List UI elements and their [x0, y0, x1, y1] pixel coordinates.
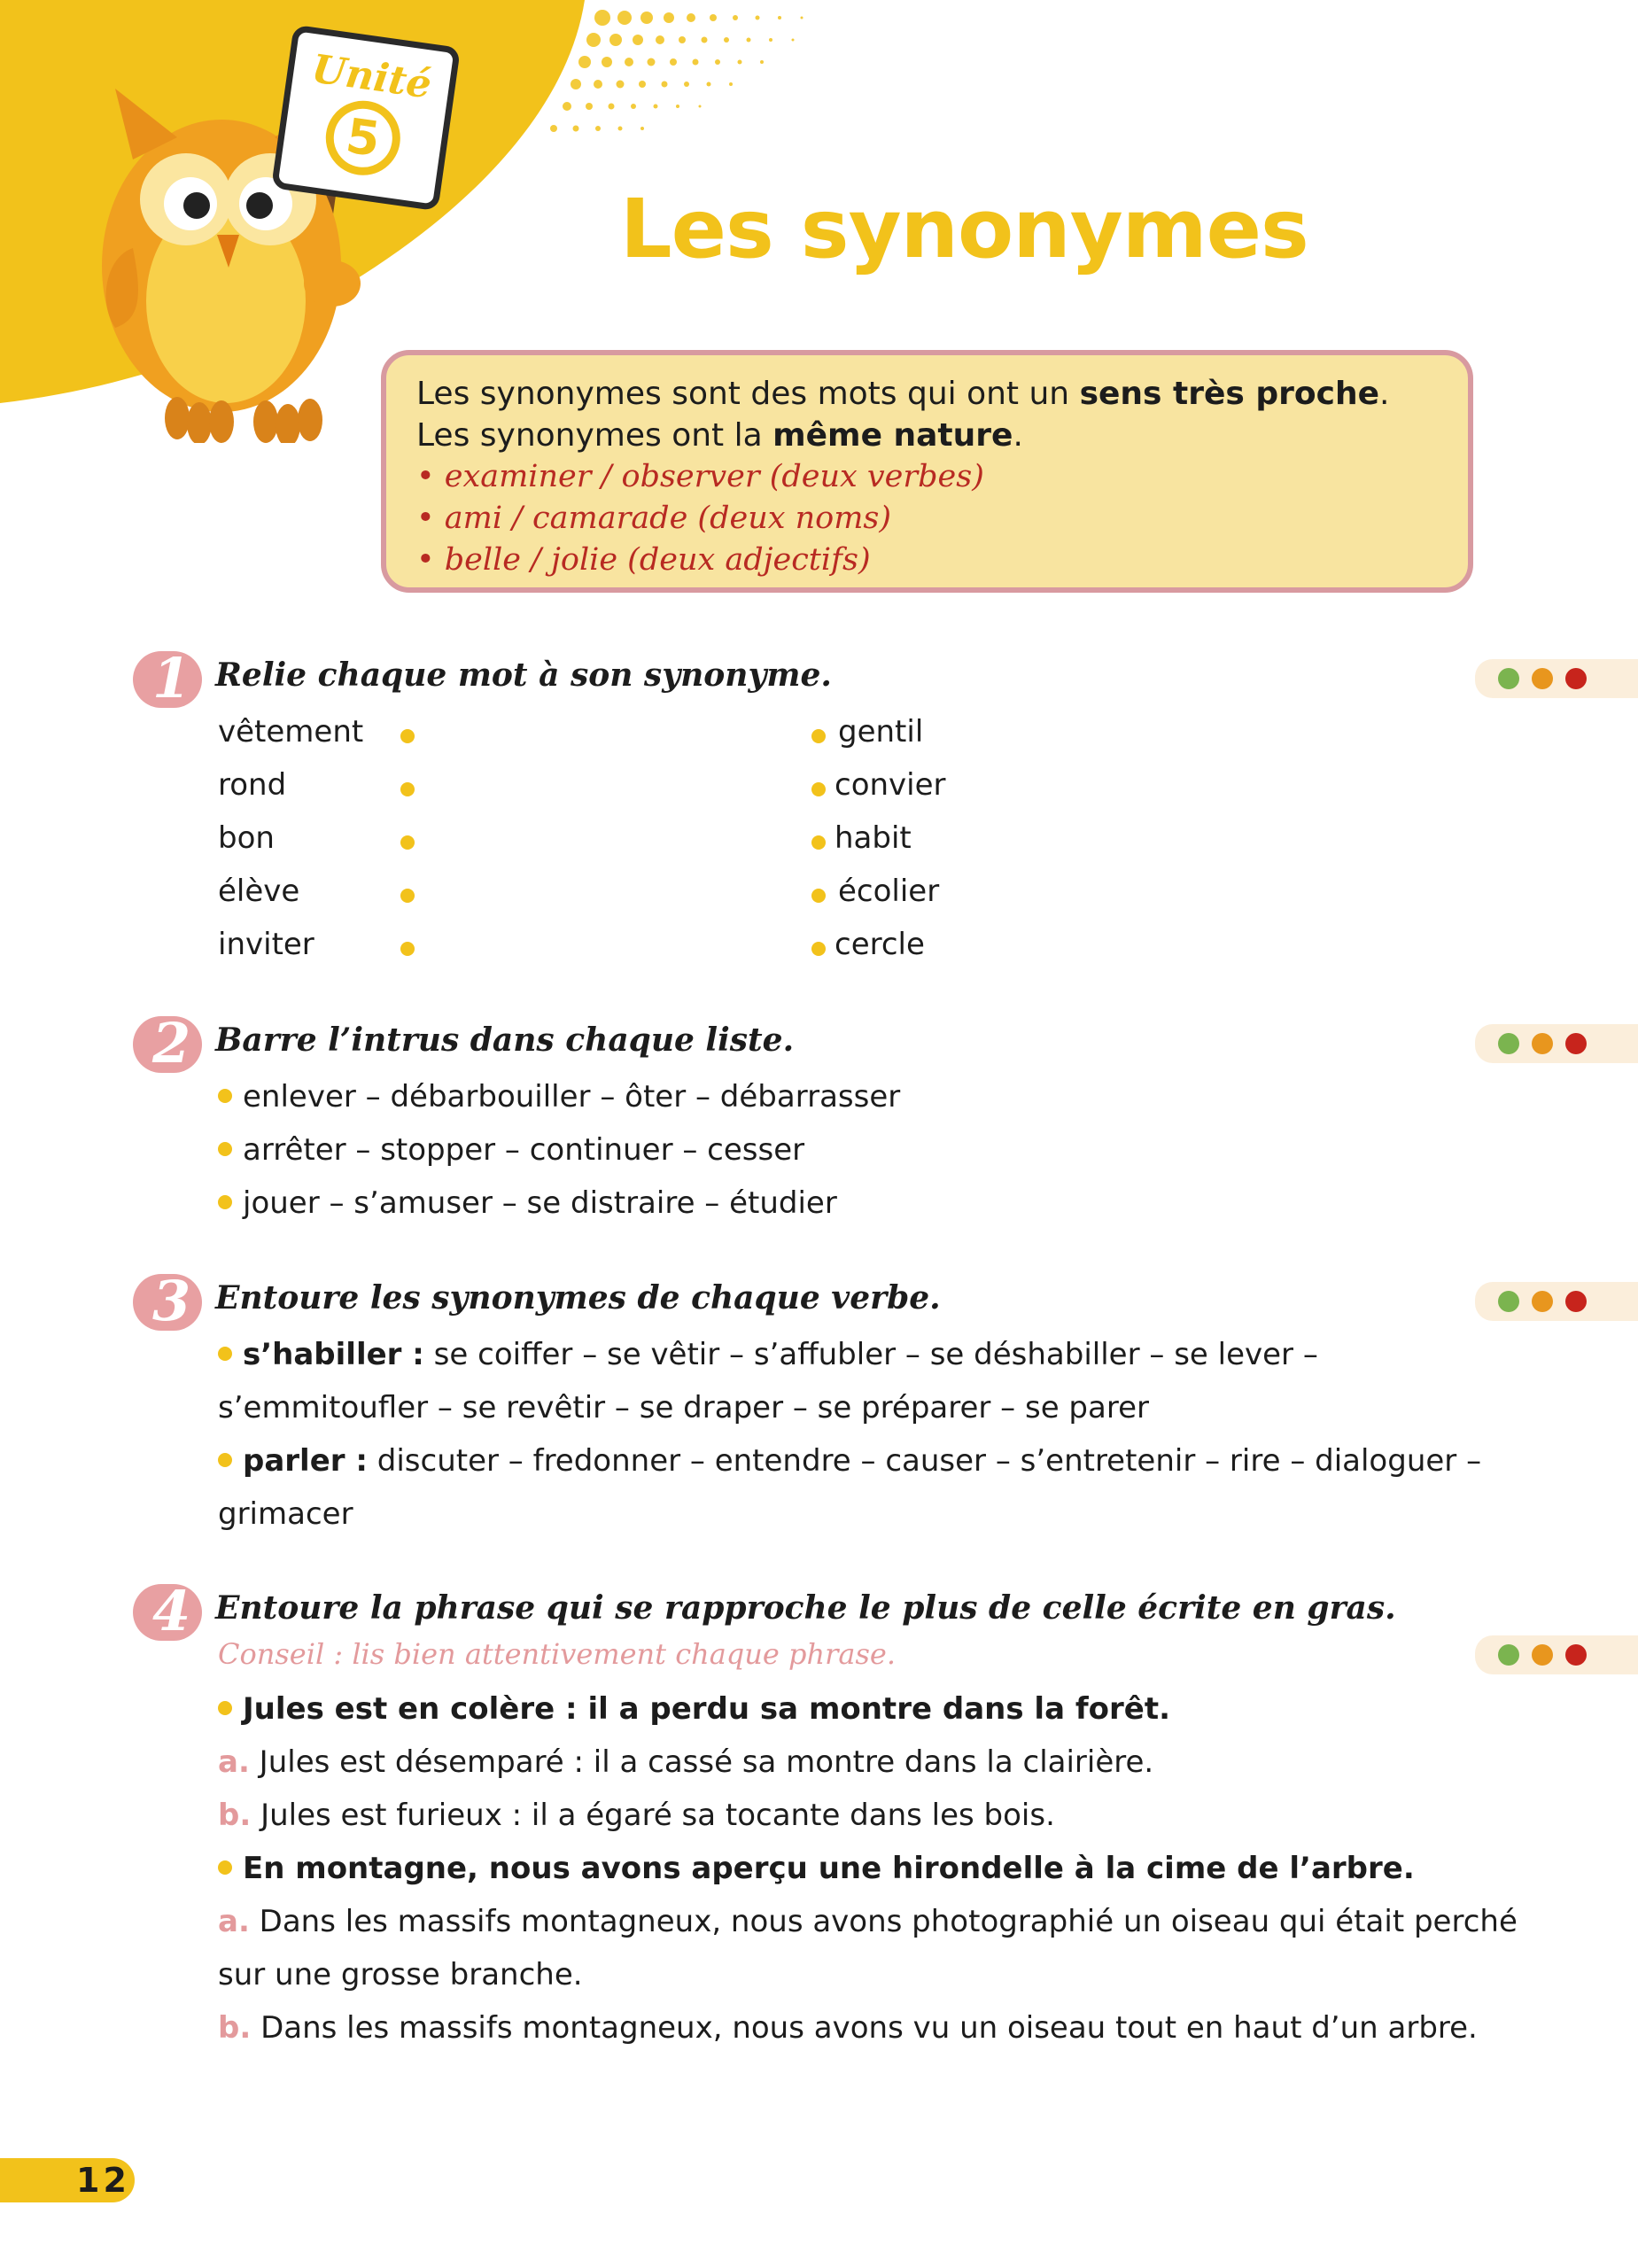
exercise-title: Barre l’intrus dans chaque liste. [215, 1021, 795, 1059]
exercise-number-badge: 2 [133, 1016, 202, 1073]
verb-synonym-list-continued[interactable]: s’emmitoufler – se revêtir – se draper – se préparer – se parer [218, 1390, 1149, 1425]
match-left-dot[interactable] [400, 835, 415, 850]
verb-synonym-list-continued[interactable]: grimacer [218, 1496, 353, 1532]
exercise-number-badge: 4 [133, 1584, 202, 1641]
match-right-dot[interactable] [811, 835, 826, 850]
exercise-title: Relie chaque mot à son synonyme. [215, 656, 832, 694]
answer-option[interactable]: b. Dans les massifs montagneux, nous avons vu un oiseau tout en haut d’un arbre. [218, 2010, 1478, 2046]
match-left-word: vêtement [218, 714, 364, 750]
rule-example: • belle / jolie (deux adjectifs) [416, 542, 871, 578]
match-right-word: habit [835, 820, 912, 856]
unit-label: Unité [308, 46, 435, 108]
exercise-title: Entoure la phrase qui se rapproche le plus de celle écrite en gras. [215, 1589, 1396, 1627]
exercise-tip: Conseil : lis bien attentivement chaque phrase. [218, 1637, 896, 1671]
rule-nature-line: Les synonymes ont la même nature. [416, 417, 1023, 454]
rule-box [381, 350, 1473, 593]
match-left-dot[interactable] [400, 942, 415, 956]
reference-sentence: En montagne, nous avons aperçu une hirondelle à la cime de l’arbre. [218, 1851, 1415, 1886]
rule-example: • ami / camarade (deux noms) [416, 501, 892, 536]
word-list[interactable]: jouer – s’amuser – se distraire – étudier [218, 1185, 837, 1221]
difficulty-indicator [1475, 1282, 1638, 1321]
match-left-word: rond [218, 767, 287, 803]
verb-synonym-list[interactable]: s’habiller : se coiffer – se vêtir – s’affubler – se déshabiller – se lever – [218, 1337, 1318, 1372]
match-left-dot[interactable] [400, 782, 415, 796]
match-left-word: bon [218, 820, 275, 856]
word-list[interactable]: enlever – débarbouiller – ôter – débarrasser [218, 1079, 900, 1115]
difficulty-indicator [1475, 1635, 1638, 1674]
unit-sign [271, 25, 461, 212]
match-right-dot[interactable] [811, 729, 826, 743]
rule-definition-line: Les synonymes sont des mots qui ont un sens très proche. [416, 376, 1390, 412]
match-left-dot[interactable] [400, 729, 415, 743]
unit-number: 5 [321, 96, 405, 180]
page-title: Les synonymes [620, 182, 1308, 276]
page-number: 12 [76, 2161, 130, 2200]
match-right-dot[interactable] [811, 942, 826, 956]
match-left-word: inviter [218, 927, 314, 962]
rule-example: • examiner / observer (deux verbes) [416, 459, 984, 494]
answer-option[interactable]: a. Dans les massifs montagneux, nous avons photographié un oiseau qui était perché [218, 1904, 1518, 1939]
match-right-word: écolier [838, 874, 940, 909]
match-right-word: gentil [838, 714, 924, 750]
match-right-word: convier [835, 767, 946, 803]
exercise-number-badge: 3 [133, 1274, 202, 1331]
match-right-dot[interactable] [811, 782, 826, 796]
exercise-number-badge: 1 [133, 651, 202, 708]
match-left-word: élève [218, 874, 300, 909]
answer-option[interactable]: b. Jules est furieux : il a égaré sa tocante dans les bois. [218, 1798, 1055, 1833]
reference-sentence: Jules est en colère : il a perdu sa montre dans la forêt. [218, 1691, 1170, 1727]
match-right-dot[interactable] [811, 889, 826, 903]
exercise-title: Entoure les synonymes de chaque verbe. [215, 1279, 941, 1317]
answer-option-continued[interactable]: sur une grosse branche. [218, 1957, 583, 1992]
match-right-word: cercle [835, 927, 925, 962]
verb-synonym-list[interactable]: parler : discuter – fredonner – entendre – causer – s’entretenir – rire – dialoguer – [218, 1443, 1481, 1479]
match-left-dot[interactable] [400, 889, 415, 903]
answer-option[interactable]: a. Jules est désemparé : il a cassé sa montre dans la clairière. [218, 1744, 1154, 1780]
difficulty-indicator [1475, 659, 1638, 698]
word-list[interactable]: arrêter – stopper – continuer – cesser [218, 1132, 804, 1168]
difficulty-indicator [1475, 1024, 1638, 1063]
